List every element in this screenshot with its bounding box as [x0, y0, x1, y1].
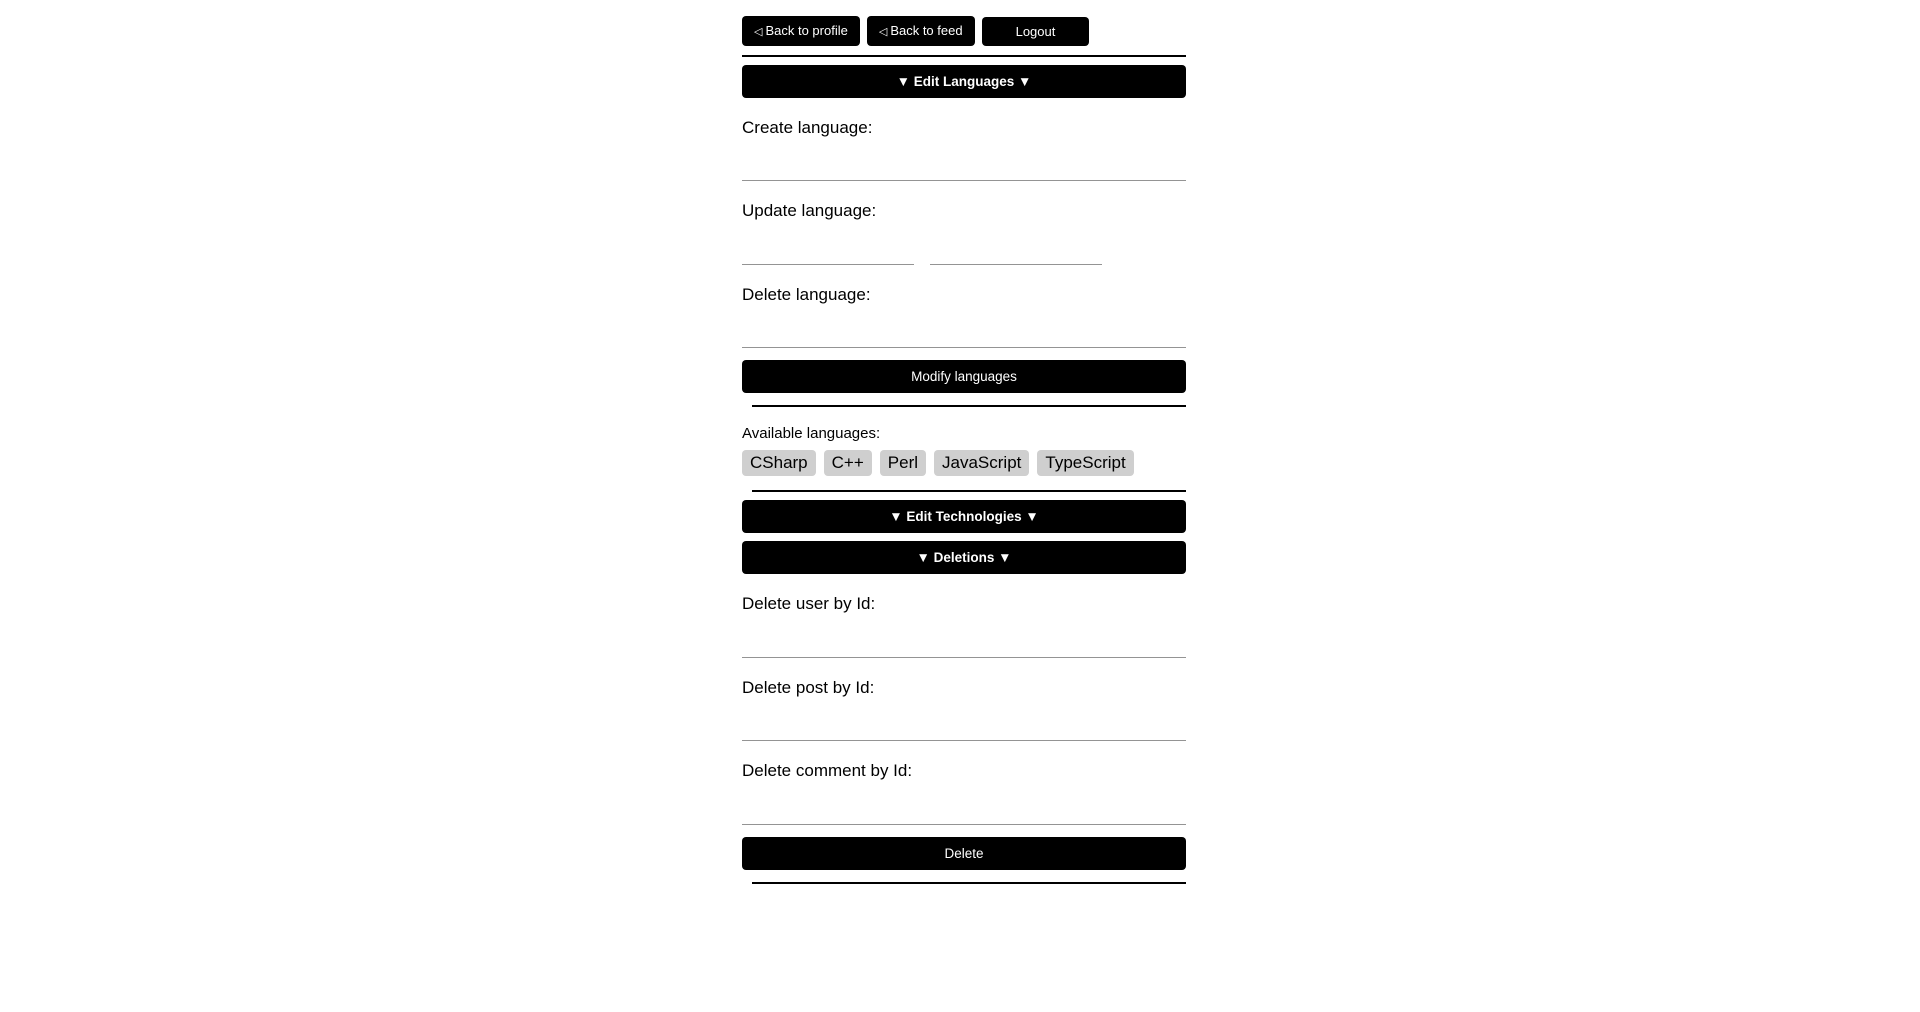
update-language-new-input[interactable]: [930, 238, 1102, 265]
delete-comment-label: Delete comment by Id:: [742, 761, 913, 781]
toolbar-divider: [742, 55, 1186, 57]
update-language-label: Update language:: [742, 201, 877, 221]
top-toolbar: [742, 0, 1186, 46]
modify-languages-button[interactable]: Modify languages: [742, 360, 1186, 393]
delete-comment-input[interactable]: [742, 798, 1186, 825]
back-arrow-icon: ◁: [878, 26, 888, 38]
delete-post-label: Delete post by Id:: [742, 677, 875, 697]
spacer: [742, 825, 1186, 837]
delete-button[interactable]: Delete: [742, 837, 1186, 870]
deletions-section-toggle[interactable]: ▼ Deletions ▼: [742, 541, 1186, 574]
languages-divider: [752, 405, 1186, 407]
back-to-feed-label: Back to feed: [890, 23, 963, 38]
delete-language-input[interactable]: [742, 321, 1186, 348]
back-to-profile-button[interactable]: [742, 16, 860, 46]
delete-user-label: Delete user by Id:: [742, 594, 876, 614]
main-column: [742, 0, 1186, 884]
back-to-profile-label: Back to profile: [765, 23, 848, 38]
language-chip[interactable]: JavaScript: [934, 450, 1029, 476]
delete-post-input[interactable]: [742, 714, 1186, 741]
available-languages-label: Available languages:: [742, 425, 881, 443]
edit-languages-section-toggle[interactable]: ▼ Edit Languages ▼: [742, 65, 1186, 98]
language-chip[interactable]: Perl: [880, 450, 926, 476]
delete-user-input[interactable]: [742, 631, 1186, 658]
back-arrow-icon: ◁: [754, 26, 763, 38]
create-language-input[interactable]: [742, 154, 1186, 181]
delete-language-label: Delete language:: [742, 284, 871, 304]
logout-button[interactable]: Logout: [982, 17, 1090, 46]
create-language-label: Create language:: [742, 118, 873, 137]
deletions-divider: [752, 882, 1186, 884]
update-language-row: [742, 238, 1186, 265]
language-chip[interactable]: TypeScript: [1037, 450, 1133, 476]
update-language-old-input[interactable]: [742, 238, 914, 265]
edit-technologies-section-toggle[interactable]: ▼ Edit Technologies ▼: [742, 500, 1186, 533]
language-chip[interactable]: C++: [824, 450, 872, 476]
available-languages-list: [742, 450, 1186, 476]
available-languages-divider: [752, 490, 1186, 492]
language-chip[interactable]: CSharp: [742, 450, 816, 476]
spacer: [742, 348, 1186, 360]
back-to-feed-button[interactable]: [867, 16, 975, 46]
